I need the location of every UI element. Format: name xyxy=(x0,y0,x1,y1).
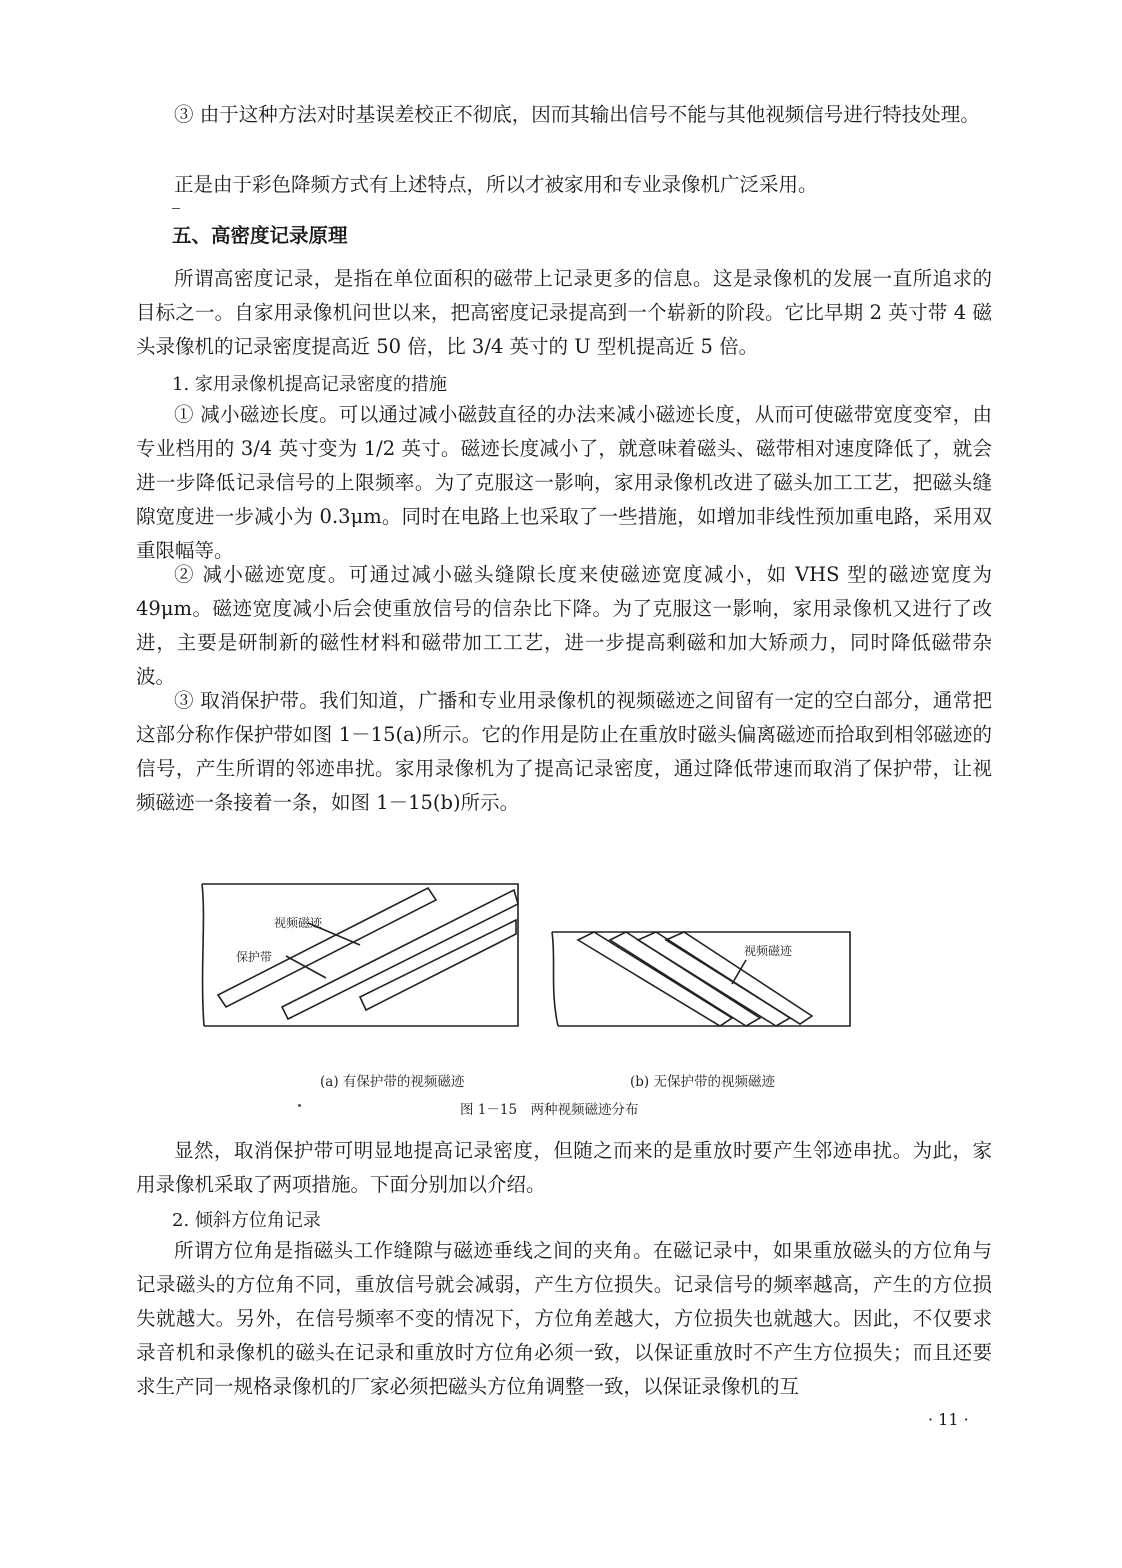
scan-dash-mark xyxy=(172,208,180,209)
paragraph-8: 所谓方位角是指磁头工作缝隙与磁迹垂线之间的夹角。在磁记录中，如果重放磁头的方位角与记录磁头的方位角不同，重放信号就会减弱，产生方位损失。记录信号的频率越高，产生的方位损失就越大。另外，在信号频率不变的情况下，方位角差越大，方位损失也就越大。因此，不仅要求录音机和录像机的磁头在记录和重放时方位角必须一致，以保证重放时不产生方位损失；而且还要求生产同一规格录像机的厂家必须把磁头方位角调整一致，以保证录像机的互 xyxy=(136,1239,992,1398)
label-video-track-b: 视频磁迹 xyxy=(744,944,793,958)
video-track-a3 xyxy=(360,920,516,1010)
paragraph-1: ③ 由于这种方法对时基误差校正不彻底，因而其输出信号不能与其他视频信号进行特技处理。 xyxy=(174,103,980,126)
section-heading: 五、高密度记录原理 xyxy=(172,224,348,247)
paragraph-4: ① 减小磁迹长度。可以通过减小磁鼓直径的办法来减小磁迹长度，从而可使磁带宽度变窄，由专业档用的 3/4 英寸变为 1/2 英寸。磁迹长度减小了，就意味着磁头、磁带相对速度降低了，就会进一步降低记录信号的上限频率。为了克服这一影响，家用录像机改进了磁头加工工艺，把磁头缝隙宽度进一步减小为 0.3μm。同时在电路上也采取了一些措施，如增加非线性预加重电路，采用双重限幅等。 xyxy=(136,403,992,562)
video-track-b1 xyxy=(578,932,732,1026)
caption-figure-a: (a) 有保护带的视频磁迹 xyxy=(320,1074,465,1090)
page-number: · 11 · xyxy=(928,1410,969,1429)
figure-b-panel xyxy=(552,932,850,1026)
paragraph-6: ③ 取消保护带。我们知道，广播和专业用录像机的视频磁迹之间留有一定的空白部分，通常把这部分称作保护带如图 1－15(a)所示。它的作用是防止在重放时磁头偏离磁迹而拾取到相邻磁迹的信号，产生所谓的邻迹串扰。家用录像机为了提高记录密度，通过降低带速而取消了保护带，让视频磁迹一条接着一条，如图 1－15(b)所示。 xyxy=(136,689,992,814)
paragraph-2: 正是由于彩色降频方式有上述特点，所以才被家用和专业录像机广泛采用。 xyxy=(174,173,818,196)
tape-edge-a xyxy=(202,884,204,1026)
subheading-1: 1. 家用录像机提高记录密度的措施 xyxy=(172,374,447,395)
label-guard-band: 保护带 xyxy=(236,950,273,964)
paragraph-5: ② 减小磁迹宽度。可通过减小磁头缝隙长度来使磁迹宽度减小，如 VHS 型的磁迹宽度为 49μm。磁迹宽度减小后会使重放信号的信杂比下降。为了克服这一影响，家用录像机又进行了改进，主要是研制新的磁性材料和磁带加工工艺，进一步提高剩磁和加大矫顽力，同时降低磁带杂波。 xyxy=(136,563,992,688)
subheading-2: 2. 倾斜方位角记录 xyxy=(172,1210,321,1231)
figure-caption: 图 1－15 两种视频磁迹分布 xyxy=(460,1102,639,1118)
video-track-b2 xyxy=(610,932,760,1026)
label-video-track-a: 视频磁迹 xyxy=(274,916,323,930)
paragraph-3: 所谓高密度记录，是指在单位面积的磁带上记录更多的信息。这是录像机的发展一直所追求的目标之一。自家用录像机问世以来，把高密度记录提高到一个崭新的阶段。它比早期 2 英寸带 4 磁头录像机的记录密度提高近 50 倍，比 3/4 英寸的 U 型机提高近 5 倍。 xyxy=(136,267,992,358)
scan-speck xyxy=(298,1104,301,1107)
figure-track-diagram xyxy=(190,870,870,1070)
caption-figure-b: (b) 无保护带的视频磁迹 xyxy=(630,1074,775,1090)
tape-edge-b xyxy=(552,932,558,1026)
paragraph-7: 显然，取消保护带可明显地提高记录密度，但随之而来的是重放时要产生邻迹串扰。为此，家用录像机采取了两项措施。下面分别加以介绍。 xyxy=(136,1139,992,1196)
video-track-a2 xyxy=(282,890,518,1019)
